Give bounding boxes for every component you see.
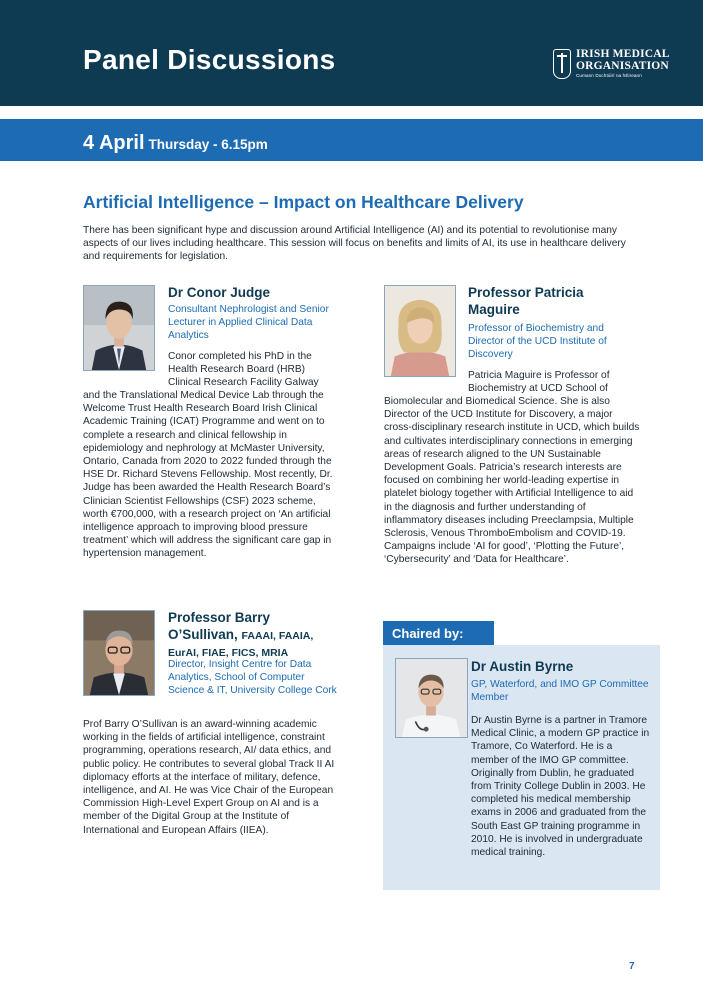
chaired-by-label: Chaired by:: [383, 621, 494, 645]
imo-logo: [553, 49, 670, 79]
chair-panel: [383, 645, 660, 890]
session-intro: There has been significant hype and discussion around Artificial Intelligence (AI) and its potential to revolutionise many aspects of our lives including healthcare. This session will focus on benefits and limits of AI, its use in healthcare delivery and requirements for legislation.: [83, 225, 626, 263]
imo-shield-icon: [553, 49, 571, 79]
barry-osullivan-credentials: FAAAI, FAAIA,: [241, 630, 314, 642]
conor-judge-photo: [83, 285, 155, 371]
date-bar: [0, 119, 703, 161]
barry-osullivan-name: [168, 609, 343, 662]
session-time: Thursday - 6.15pm: [148, 137, 268, 152]
austin-byrne-photo: [395, 658, 468, 738]
patricia-maguire-role: Professor of Biochemistry and Director of the UCD Institute of Discovery: [468, 323, 607, 361]
barry-osullivan-photo: [83, 610, 155, 696]
austin-byrne-bio: Dr Austin Byrne is a partner in Tramore Medical Clinic, a modern GP practice in Tramore, Co Waterford. He is a member of the IMO GP committee. Originally from Dublin, he graduated from Trinity College Dublin in 2003. He completed his medical membership exams in 2006 and graduated from the South East GP training programme in 2010. He is involved in undergraduate medical training.: [471, 715, 650, 859]
patricia-maguire-bio: Biomolecular and Biomedical Science. She is also Director of the UCD Institute for Discovery, a major cross-disciplinary research institute in UCD, which builds and cultivates interdisciplinary connections in emerging areas of research aligned to the UN Sustainable Development Goals. Patricia’s research interests are focused on combining her world-leading expertise in platelet biology together with Artificial Intelligence to aid in the diagnosis and further understanding of inflammatory diseases including Preeclampsia, Multiple Sclerosis, Venous ThromboEmbolism and COVID-19. Campaigns include ‘AI for good’, ‘Plotting the Future’, ‘Cybersecurity’ and ‘Data for Healthcare’.: [384, 396, 640, 566]
barry-osullivan-credentials-2: EurAI, FIAE, FICS, MRIA: [168, 647, 289, 659]
barry-osullivan-role: Director, Insight Centre for Data Analytics, School of Computer Science & IT, University College Cork: [168, 659, 337, 697]
session-title: Artificial Intelligence – Impact on Healthcare Delivery: [83, 192, 524, 212]
conor-judge-bio: and the Translational Medical Device Lab through the Welcome Trust Health Research Board Irish Clinical Academic Training (ICAT) Programme and went on to complete a research and clinical fellowship in epidemiology and nephrology at McMaster University, Ontario, Canada from 2020 to 2022 funded through the HSE Dr. Richard Stevens Fellowship. Most recently, Dr. Judge has been awarded the Health Research Board’s Clinician Scientist Fellowships (CSF) 2023 scheme, worth €700,000, with a research project on ‘An artificial intelligence approach to improving blood pressure treatment’ which will address the significant care gap in hypertension management.: [83, 390, 333, 560]
patricia-maguire-name-line-2: Maguire: [468, 302, 520, 317]
patricia-maguire-name-line-1: Professor Patricia: [468, 285, 584, 300]
session-date: 4 April: [83, 132, 145, 154]
barry-osullivan-name-line-2: O’Sullivan,: [168, 627, 238, 642]
patricia-maguire-bio-side: Patricia Maguire is Professor of Biochemistry at UCD School of: [468, 370, 610, 395]
logo-line-1: IRISH MEDICAL: [576, 48, 670, 61]
patricia-maguire-name: [468, 284, 638, 318]
austin-byrne-role: GP, Waterford, and IMO GP Committee Member: [471, 679, 649, 704]
conor-judge-name: Dr Conor Judge: [168, 285, 271, 300]
barry-osullivan-name-line-1: Professor Barry: [168, 610, 271, 625]
austin-byrne-name: Dr Austin Byrne: [471, 659, 574, 674]
barry-osullivan-bio: Prof Barry O’Sullivan is an award-winning academic working in the fields of artificial intelligence, constraint programming, operations research, AI/ data ethics, and public policy. He contributes to several global Track II AI diplomacy efforts at the interface of military, defence, intelligence, and AI. He was Vice Chair of the European Commission High-Level Expert Group on AI and is a member of the Digital Group at the Institute of International and European Affairs (IIEA).: [83, 719, 335, 836]
logo-line-2: ORGANISATION: [576, 59, 669, 72]
logo-line-3: Cumann Dochtúirí na hÉireann: [576, 73, 642, 79]
conor-judge-role: Consultant Nephrologist and Senior Lecturer in Applied Clinical Data Analytics: [168, 304, 329, 342]
page-number: 7: [629, 961, 635, 972]
page-title: Panel Discussions: [83, 44, 336, 75]
conor-judge-bio-side: Conor completed his PhD in the Health Research Board (HRB) Clinical Research Facility Galway: [168, 351, 319, 389]
patricia-maguire-photo: [384, 285, 456, 377]
page-header: [0, 0, 703, 106]
